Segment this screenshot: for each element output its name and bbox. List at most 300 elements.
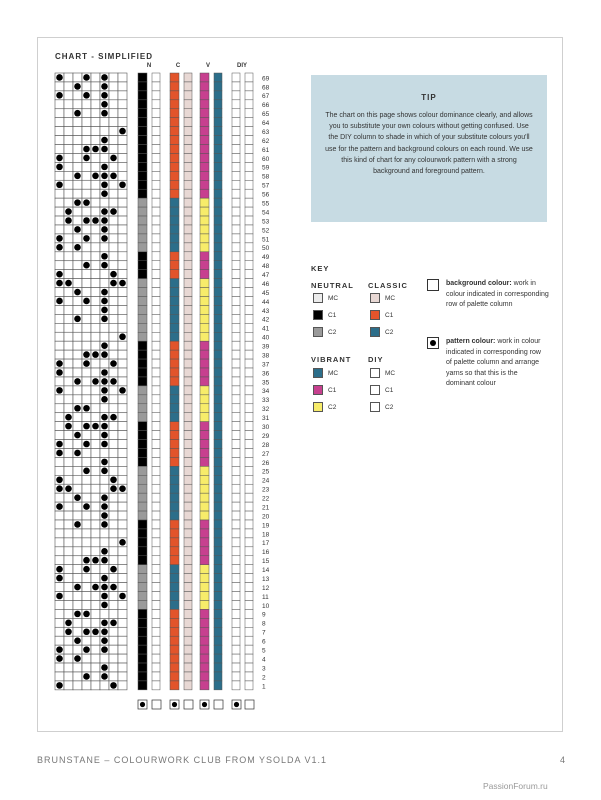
chart-cell — [91, 386, 100, 395]
chart-cell — [82, 225, 91, 234]
pattern-dot — [101, 253, 108, 260]
neutral-palette-cell — [138, 359, 147, 368]
chart-cell — [64, 73, 73, 82]
chart-cell — [73, 547, 82, 556]
pattern-dot — [101, 289, 108, 296]
chart-cell — [55, 627, 64, 636]
classic-mc-swatch — [370, 292, 395, 304]
chart-cell — [82, 529, 91, 538]
chart-cell — [91, 448, 100, 457]
chart-cell — [109, 538, 118, 547]
pattern-dot — [74, 378, 81, 385]
neutral-palette-cell — [138, 243, 147, 252]
classic-palette-cell — [170, 618, 179, 627]
pattern-colour-legend — [446, 337, 546, 390]
vibrant-mc-cell — [214, 627, 222, 636]
chart-cell — [118, 225, 127, 234]
classic-mc-cell — [184, 663, 192, 672]
diy-palette-cell — [232, 127, 240, 136]
pattern-dot — [83, 351, 90, 358]
chart-cell — [64, 153, 73, 162]
classic-palette-cell — [170, 127, 179, 136]
chart-cell — [82, 475, 91, 484]
chart-cell — [73, 73, 82, 82]
diy-palette-cell — [232, 109, 240, 118]
classic-group-title: CLASSIC — [368, 281, 408, 290]
chart-cell — [64, 574, 73, 583]
neutral-palette-cell — [138, 636, 147, 645]
vibrant-mc-cell — [214, 547, 222, 556]
classic-mc-cell — [184, 511, 192, 520]
pattern-dot — [74, 226, 81, 233]
chart-cell — [91, 252, 100, 261]
neutral-mc-cell — [152, 422, 160, 431]
classic-palette-cell — [170, 609, 179, 618]
classic-mc-cell — [184, 332, 192, 341]
classic-palette-cell — [170, 493, 179, 502]
classic-mc-cell — [184, 645, 192, 654]
neutral-mc-cell — [152, 189, 160, 198]
chart-cell — [82, 180, 91, 189]
diy-mc-cell — [245, 145, 253, 154]
chart-cell — [118, 395, 127, 404]
classic-mc-cell — [184, 189, 192, 198]
diy-mc-cell — [245, 100, 253, 109]
pattern-dot — [101, 307, 108, 314]
row-number: 66 — [262, 102, 270, 110]
pattern-dot — [101, 387, 108, 394]
chart-cell — [118, 457, 127, 466]
vibrant-mc-cell — [214, 136, 222, 145]
chart-cell — [91, 636, 100, 645]
diy-mc-cell — [245, 323, 253, 332]
neutral-palette-cell — [138, 216, 147, 225]
vibrant-mc-cell — [214, 654, 222, 663]
row-number: 28 — [262, 441, 270, 449]
neutral-mc-cell — [152, 100, 160, 109]
page-number: 4 — [560, 755, 566, 765]
vibrant-mc-cell — [214, 153, 222, 162]
vibrant-mc-cell — [214, 484, 222, 493]
classic-mc-cell — [184, 681, 192, 690]
neutral-palette-cell — [138, 484, 147, 493]
chart-cell — [82, 279, 91, 288]
chart-cell — [118, 547, 127, 556]
neutral-mc-cell — [152, 136, 160, 145]
vibrant-palette-cell — [200, 422, 209, 431]
classic-mc-cell — [184, 198, 192, 207]
row-number: 12 — [262, 584, 270, 592]
vibrant-palette-cell — [200, 609, 209, 618]
chart-cell — [118, 198, 127, 207]
vibrant-mc-cell — [214, 618, 222, 627]
neutral-palette-cell — [138, 395, 147, 404]
diy-palette-cell — [232, 297, 240, 306]
vibrant-palette-cell — [200, 592, 209, 601]
pattern-dot — [74, 244, 81, 251]
neutral-mc-cell — [152, 314, 160, 323]
chart-cell — [109, 431, 118, 440]
neutral-mc-swatch — [313, 292, 338, 304]
chart-cell — [100, 448, 109, 457]
vibrant-mc-cell — [214, 520, 222, 529]
chart-cell — [73, 672, 82, 681]
vibrant-mc-cell — [214, 243, 222, 252]
chart-cell — [73, 100, 82, 109]
vibrant-palette-cell — [200, 484, 209, 493]
row-number: 56 — [262, 191, 270, 199]
diy-mc-cell — [245, 565, 253, 574]
pattern-dot — [110, 620, 117, 627]
watermark: PassionForum.ru — [483, 781, 548, 791]
neutral-palette-cell — [138, 207, 147, 216]
neutral-mc-cell — [152, 225, 160, 234]
chart-cell — [73, 475, 82, 484]
chart-cell — [118, 118, 127, 127]
classic-palette-cell — [170, 145, 179, 154]
chart-cell — [73, 127, 82, 136]
pattern-dot — [101, 164, 108, 171]
vibrant-mc-cell — [214, 636, 222, 645]
vibrant-mc-cell — [214, 323, 222, 332]
vibrant-palette-cell — [200, 314, 209, 323]
chart-cell — [64, 189, 73, 198]
diy-mc-cell — [245, 136, 253, 145]
chart-cell — [109, 350, 118, 359]
neutral-mc-cell — [152, 583, 160, 592]
diy-mc-cell — [245, 600, 253, 609]
neutral-mc-cell — [152, 404, 160, 413]
chart-cell — [55, 100, 64, 109]
pattern-dot — [92, 423, 99, 430]
row-number: 34 — [262, 388, 270, 396]
dot-icon — [140, 702, 145, 707]
chart-cell — [55, 431, 64, 440]
row-number: 29 — [262, 432, 270, 440]
diy-mc-cell — [245, 109, 253, 118]
chart-cell — [100, 279, 109, 288]
pattern-dot — [101, 235, 108, 242]
vibrant-mc-cell — [214, 431, 222, 440]
pattern-dot — [110, 476, 117, 483]
row-number: 69 — [262, 75, 270, 83]
vibrant-palette-cell — [200, 529, 209, 538]
pattern-dot — [110, 173, 117, 180]
diy-mc-cell — [245, 466, 253, 475]
row-number: 65 — [262, 111, 270, 119]
row-number: 44 — [262, 298, 270, 306]
pattern-dot — [83, 468, 90, 475]
vibrant-palette-cell — [200, 395, 209, 404]
pattern-dot — [101, 548, 108, 555]
vibrant-palette-cell — [200, 207, 209, 216]
classic-palette-cell — [170, 279, 179, 288]
chart-cell — [91, 538, 100, 547]
classic-mc-cell — [184, 618, 192, 627]
vibrant-mc-cell — [214, 189, 222, 198]
chart-cell — [55, 136, 64, 145]
chart-cell — [100, 609, 109, 618]
chart-cell — [118, 609, 127, 618]
row-number: 36 — [262, 370, 270, 378]
chart-cell — [100, 270, 109, 279]
chart-cell — [109, 368, 118, 377]
classic-mc-cell — [184, 162, 192, 171]
vibrant-mc-cell — [214, 234, 222, 243]
chart-cell — [91, 162, 100, 171]
pattern-dot — [56, 441, 63, 448]
classic-palette-cell — [170, 314, 179, 323]
chart-cell — [73, 600, 82, 609]
classic-mc-cell — [184, 440, 192, 449]
diy-mc-cell — [245, 627, 253, 636]
pattern-dot — [101, 378, 108, 385]
diy-mc-cell — [245, 270, 253, 279]
vibrant-mc-cell — [214, 395, 222, 404]
pattern-dot — [56, 164, 63, 171]
chart-cell — [118, 207, 127, 216]
vibrant-mc-cell — [214, 583, 222, 592]
chart-cell — [109, 332, 118, 341]
chart-cell — [118, 511, 127, 520]
pattern-dot — [119, 485, 126, 492]
classic-palette-cell — [170, 288, 179, 297]
pattern-dot — [83, 405, 90, 412]
pattern-dot — [101, 173, 108, 180]
diy-palette-cell — [232, 600, 240, 609]
classic-mc-cell — [184, 207, 192, 216]
pattern-dot — [101, 342, 108, 349]
neutral-palette-cell — [138, 145, 147, 154]
chart-cell — [100, 243, 109, 252]
legend-description: work in colour indicated in corresponding row of palette column — [446, 280, 549, 308]
classic-palette-cell — [170, 377, 179, 386]
row-number: 6 — [262, 638, 266, 646]
chart-cell — [91, 475, 100, 484]
chart-cell — [118, 681, 127, 690]
neutral-palette-cell — [138, 520, 147, 529]
pattern-dot — [83, 199, 90, 206]
diy-mc-cell — [245, 234, 253, 243]
chart-cell — [82, 431, 91, 440]
chart-cell — [64, 654, 73, 663]
vibrant-mc-cell — [214, 422, 222, 431]
vibrant-palette-cell — [200, 538, 209, 547]
diy-palette-cell — [232, 636, 240, 645]
vibrant-palette-cell — [200, 493, 209, 502]
chart-cell — [118, 600, 127, 609]
diy-palette-cell — [232, 422, 240, 431]
vibrant-mc-cell — [214, 207, 222, 216]
chart-cell — [73, 261, 82, 270]
row-number: 31 — [262, 415, 270, 423]
diy-palette-cell — [232, 457, 240, 466]
chart-cell — [100, 538, 109, 547]
diy-mc-cell — [245, 198, 253, 207]
chart-cell — [118, 574, 127, 583]
row-number: 24 — [262, 477, 270, 485]
vibrant-mc-cell — [214, 404, 222, 413]
diy-c1-swatch — [370, 384, 393, 396]
neutral-mc-cell — [152, 395, 160, 404]
vibrant-mc-cell — [214, 377, 222, 386]
diy-palette-cell — [232, 225, 240, 234]
diy-palette-cell — [232, 368, 240, 377]
chart-cell — [109, 73, 118, 82]
classic-palette-cell — [170, 305, 179, 314]
classic-palette-cell — [170, 663, 179, 672]
row-number: 67 — [262, 93, 270, 101]
chart-cell — [73, 270, 82, 279]
chart-cell — [91, 654, 100, 663]
chart-cell — [55, 171, 64, 180]
neutral-palette-cell — [138, 627, 147, 636]
pattern-dot — [101, 637, 108, 644]
row-number: 32 — [262, 406, 270, 414]
classic-mc-cell — [184, 386, 192, 395]
vibrant-mc-cell — [214, 359, 222, 368]
chart-cell — [55, 556, 64, 565]
diy-c2-swatch — [370, 401, 393, 413]
vibrant-palette-cell — [200, 171, 209, 180]
classic-mc-cell — [184, 225, 192, 234]
vibrant-palette-cell — [200, 359, 209, 368]
neutral-palette-cell — [138, 225, 147, 234]
pattern-dot — [56, 155, 63, 162]
neutral-palette-cell — [138, 583, 147, 592]
chart-cell — [82, 82, 91, 91]
vibrant-palette-cell — [200, 288, 209, 297]
row-number: 51 — [262, 236, 270, 244]
chart-cell — [91, 672, 100, 681]
vibrant-mc-cell — [214, 341, 222, 350]
chart-cell — [118, 350, 127, 359]
chart-cell — [118, 368, 127, 377]
vibrant-palette-cell — [200, 225, 209, 234]
chart-cell — [73, 529, 82, 538]
neutral-palette-cell — [138, 609, 147, 618]
swatch — [370, 368, 380, 378]
row-number: 68 — [262, 84, 270, 92]
classic-palette-cell — [170, 136, 179, 145]
chart-cell — [91, 314, 100, 323]
chart-cell — [91, 100, 100, 109]
chart-cell — [55, 109, 64, 118]
chart-cell — [109, 189, 118, 198]
neutral-mc-cell — [152, 574, 160, 583]
pattern-dot — [65, 414, 72, 421]
pattern-dot — [101, 316, 108, 323]
row-number: 8 — [262, 620, 266, 628]
pattern-dot — [56, 181, 63, 188]
swatch-label: C2 — [328, 403, 337, 411]
diy-mc-cell — [245, 127, 253, 136]
classic-mc-cell — [184, 654, 192, 663]
pattern-dot — [101, 298, 108, 305]
diy-palette-cell — [232, 288, 240, 297]
classic-palette-cell — [170, 529, 179, 538]
neutral-palette-cell — [138, 234, 147, 243]
row-number: 1 — [262, 683, 266, 691]
classic-palette-cell — [170, 431, 179, 440]
vibrant-mc-cell — [214, 100, 222, 109]
neutral-palette-cell — [138, 323, 147, 332]
classic-mc-cell — [184, 422, 192, 431]
diy-mc-cell — [245, 341, 253, 350]
diy-column-header: DIY — [236, 63, 247, 69]
chart-cell — [73, 413, 82, 422]
chart-cell — [91, 118, 100, 127]
neutral-palette-cell — [138, 422, 147, 431]
classic-palette-cell — [170, 297, 179, 306]
diy-mc-cell — [245, 493, 253, 502]
vibrant-palette-cell — [200, 91, 209, 100]
tip-body: The chart on this page shows colour dominance clearly, and allows you to substitute your own colours without getting confused. Use the DIY column to shade in which of your substitute colours you'll use for the pattern and background colours on each round. We use this kind of chart for any colourwork pattern with a strong background and foreground pattern. — [325, 112, 533, 176]
chart-cell — [64, 234, 73, 243]
vibrant-palette-cell — [200, 475, 209, 484]
vibrant-mc-cell — [214, 600, 222, 609]
vibrant-mc-cell — [214, 109, 222, 118]
chart-cell — [91, 368, 100, 377]
chart-cell — [118, 413, 127, 422]
chart-cell — [82, 618, 91, 627]
classic-palette-cell — [170, 323, 179, 332]
pattern-dot — [83, 235, 90, 242]
vibrant-mc-cell — [214, 493, 222, 502]
chart-cell — [73, 386, 82, 395]
tip-box — [311, 75, 547, 222]
vibrant-mc-cell — [214, 672, 222, 681]
neutral-mc-cell — [152, 636, 160, 645]
chart-cell — [109, 466, 118, 475]
chart-cell — [64, 162, 73, 171]
neutral-palette-cell — [138, 109, 147, 118]
chart-cell — [109, 109, 118, 118]
diy-palette-cell — [232, 565, 240, 574]
pattern-dot — [110, 584, 117, 591]
chart-cell — [55, 511, 64, 520]
vibrant-mc-cell — [214, 332, 222, 341]
diy-mc-cell — [245, 681, 253, 690]
chart-cell — [82, 600, 91, 609]
chart-cell — [109, 422, 118, 431]
pattern-dot — [92, 351, 99, 358]
chart-cell — [55, 127, 64, 136]
pattern-dot — [101, 146, 108, 153]
classic-mc-cell — [184, 547, 192, 556]
chart-cell — [109, 216, 118, 225]
chart-cell — [64, 645, 73, 654]
diy-palette-cell — [232, 91, 240, 100]
pattern-dot — [110, 682, 117, 689]
chart-cell — [91, 484, 100, 493]
vibrant-palette-cell — [200, 404, 209, 413]
chart-cell — [82, 395, 91, 404]
diy-palette-cell — [232, 386, 240, 395]
neutral-mc-cell — [152, 592, 160, 601]
chart-cell — [91, 466, 100, 475]
diy-mc-swatch — [370, 367, 395, 379]
vibrant-palette-cell — [200, 502, 209, 511]
chart-cell — [82, 171, 91, 180]
chart-cell — [109, 386, 118, 395]
pattern-dot — [101, 512, 108, 519]
vibrant-palette-cell — [200, 511, 209, 520]
classic-palette-cell — [170, 162, 179, 171]
classic-mc-cell — [184, 627, 192, 636]
chart-cell — [100, 323, 109, 332]
tip-title: TIP — [421, 93, 437, 102]
